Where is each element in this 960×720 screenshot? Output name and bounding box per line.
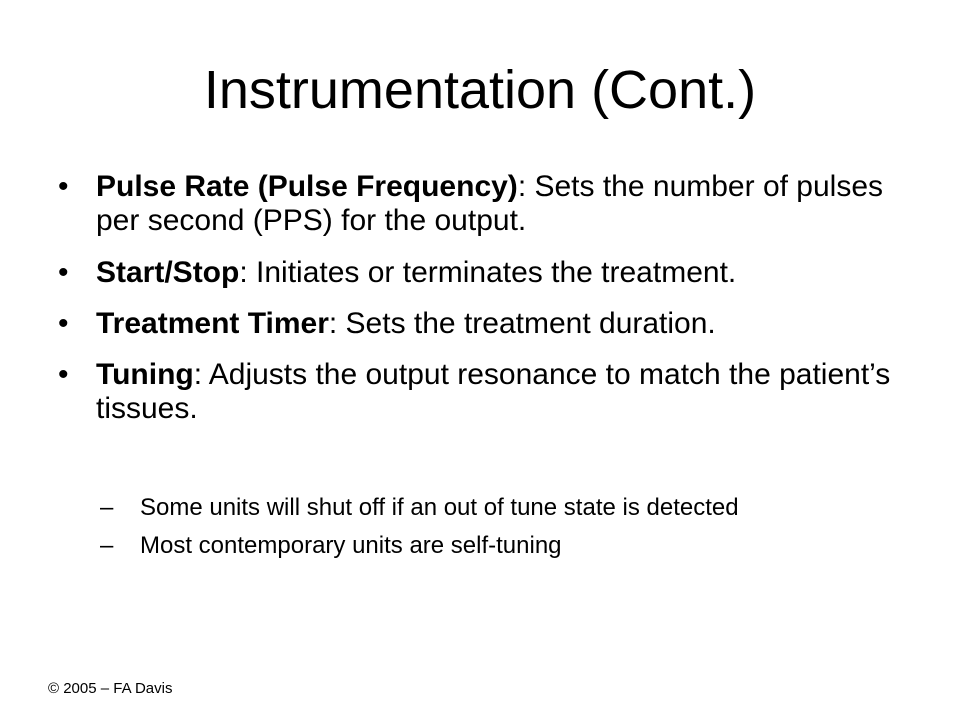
sub-bullet-list	[100, 494, 860, 570]
dash-glyph: –	[100, 494, 114, 521]
bullet-text: : Sets the number of pulses per second (PPS) for the output.	[96, 170, 884, 237]
bullet-text: : Sets the treatment duration.	[328, 307, 716, 340]
bullet-term: Start/Stop	[96, 256, 240, 289]
sub-bullet-item	[100, 532, 860, 560]
bullet-list	[58, 170, 908, 436]
bullet-glyph: •	[58, 307, 69, 340]
bullet-item-start-stop	[58, 256, 908, 290]
bullet-glyph: •	[58, 256, 69, 289]
bullet-text: : Initiates or terminates the treatment.	[239, 256, 737, 289]
bullet-text: : Adjusts the output resonance to match the patient’s tissues.	[96, 358, 891, 425]
bullet-item-treatment-timer	[58, 307, 908, 341]
slide-title: Instrumentation (Cont.)	[203, 60, 757, 120]
sub-bullet-text: Most contemporary units are self-tuning	[140, 532, 562, 559]
dash-glyph: –	[100, 532, 114, 559]
bullet-glyph: •	[58, 170, 69, 203]
bullet-glyph: •	[58, 358, 69, 391]
bullet-term: Pulse Rate (Pulse Frequency)	[96, 170, 518, 203]
bullet-item-tuning	[58, 358, 908, 426]
bullet-term: Treatment Timer	[96, 307, 329, 340]
bullet-term: Tuning	[96, 358, 194, 391]
bullet-item-pulse-rate	[58, 170, 908, 238]
copyright-footer: © 2005 – FA Davis	[48, 680, 173, 697]
sub-bullet-text: Some units will shut off if an out of tune state is detected	[140, 494, 739, 521]
sub-bullet-item	[100, 494, 860, 522]
